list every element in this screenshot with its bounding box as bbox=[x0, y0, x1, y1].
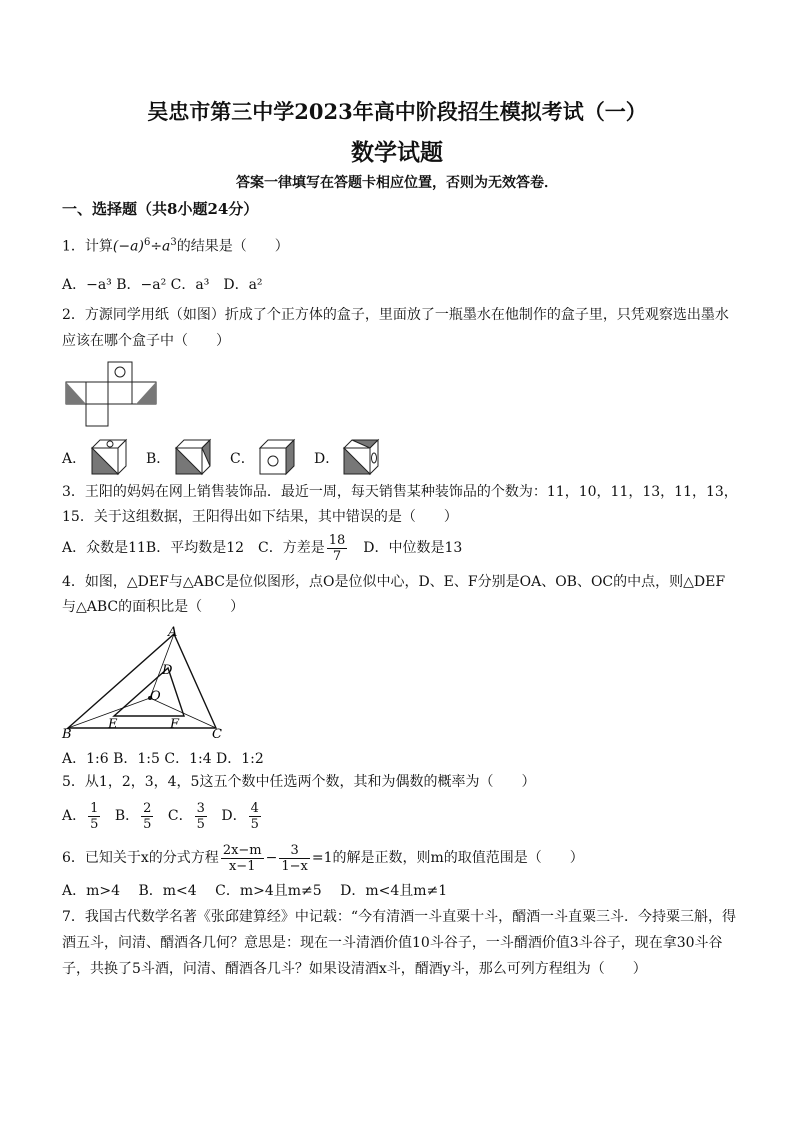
q6-prefix: 6．已知关于x的分式方程 bbox=[62, 850, 219, 866]
label-o: O bbox=[150, 689, 161, 704]
q6-f2-denominator: 1−x bbox=[281, 858, 308, 874]
net-bottom-face bbox=[86, 404, 108, 426]
q3-frac-numerator: 18 bbox=[328, 532, 346, 548]
q6-options: A．m>4 B．m<4 C．m>4且m≠5 D．m<4且m≠1 bbox=[62, 883, 448, 899]
net-left-shade bbox=[66, 382, 86, 404]
similar-triangles-figure bbox=[60, 624, 230, 742]
q7-line1: 7．我国古代数学名著《张邱建算经》中记载：“今有清酒一斗直粟十斗，醑酒一斗直粟三斗．今持粟三斛，得 bbox=[62, 909, 737, 925]
exam-title: 吴忠市第三中学2023年高中阶段招生模拟考试（一） bbox=[147, 99, 647, 124]
section-heading: 一、选择题（共8小题24分） bbox=[62, 200, 259, 218]
cube-net-figure bbox=[64, 360, 160, 428]
q2-option-d-label: D． bbox=[314, 451, 340, 467]
q7-line2: 酒五斗，问清、醑酒各几何？意思是：现在一斗清酒价值10斗谷子，一斗醑酒价值3斗谷子，现在拿30斗谷 bbox=[62, 935, 723, 951]
net-top-face bbox=[108, 362, 132, 382]
label-d: D bbox=[162, 663, 173, 678]
q2-line2: 应该在哪个盒子中（ ） bbox=[62, 333, 230, 349]
q3-option-d: D．中位数是13 bbox=[349, 540, 463, 556]
q6-suffix: =1的解是正数，则m的取值范围是（ ） bbox=[311, 850, 584, 866]
q3-options bbox=[62, 528, 462, 568]
net-right-shade bbox=[136, 382, 156, 404]
cube-option-c bbox=[256, 436, 298, 476]
label-c: C bbox=[212, 727, 222, 742]
q5-option-b-fraction bbox=[141, 801, 153, 832]
q5-options bbox=[62, 796, 263, 836]
q5-a-denominator: 5 bbox=[90, 816, 99, 832]
q5-option-d-fraction bbox=[249, 801, 261, 832]
q5-c-numerator: 3 bbox=[196, 800, 205, 816]
q6-fraction-1 bbox=[221, 843, 264, 874]
q3-variance-fraction bbox=[327, 533, 348, 564]
q4-line1: 4．如图，△DEF与△ABC是位似图形，点O是位似中心，D、E、F分别是OA、OB、OC的中点，则△DEF bbox=[62, 574, 726, 590]
q5-option-c-fraction bbox=[195, 801, 207, 832]
q5-a-numerator: 1 bbox=[90, 800, 99, 816]
q5-b-denominator: 5 bbox=[143, 816, 152, 832]
q1-suffix: 的结果是（ ） bbox=[176, 238, 289, 255]
q3-options-ab: A．众数是11B．平均数是12 C．方差是 bbox=[62, 540, 325, 556]
q3-line2: 15．关于这组数据，王阳得出如下结果，其中错误的是（ ） bbox=[62, 509, 458, 525]
question-6 bbox=[62, 838, 584, 878]
q6-minus: − bbox=[265, 850, 278, 866]
label-b: B bbox=[62, 727, 72, 742]
q2-option-a-label: A． bbox=[62, 451, 87, 467]
q5-c-denominator: 5 bbox=[196, 816, 205, 832]
q1-base: (−a) bbox=[112, 238, 144, 255]
q5-option-a-fraction bbox=[88, 801, 100, 832]
cube-option-d bbox=[340, 436, 382, 476]
q2-option-b-label: B． bbox=[146, 451, 171, 467]
q3-frac-denominator: 7 bbox=[332, 548, 342, 564]
q5-line1: 5．从1，2，3，4，5这五个数中任选两个数，其和为偶数的概率为（ ） bbox=[62, 774, 536, 790]
q3-line1: 3．王阳的妈妈在网上销售装饰品．最近一周，每天销售某种装饰品的个数为：11，10，11，13，11，13， bbox=[62, 484, 738, 500]
q5-option-b-label: B． bbox=[114, 808, 140, 824]
q5-d-denominator: 5 bbox=[250, 816, 259, 832]
q1-exp6: 6 bbox=[143, 237, 151, 248]
q5-d-numerator: 4 bbox=[250, 800, 259, 816]
net-circle-mark bbox=[115, 367, 125, 377]
q6-f1-numerator: 2x−m bbox=[222, 842, 262, 858]
q6-fraction-2 bbox=[279, 843, 310, 874]
cube-option-b bbox=[172, 436, 214, 476]
question-1 bbox=[62, 230, 289, 260]
q7-line3: 子，共换了5斗酒，问清、醑酒各几斗？如果设清酒x斗，醑酒y斗，那么可列方程组为（ ） bbox=[62, 961, 647, 977]
exam-subtitle: 数学试题 bbox=[351, 139, 443, 166]
q6-f1-denominator: x−1 bbox=[228, 858, 256, 874]
q5-option-c-label: C． bbox=[167, 808, 193, 824]
q1-options: A．−a³ B．−a² C．a³ D．a² bbox=[62, 277, 263, 293]
q4-line2: 与△ABC的面积比是（ ） bbox=[62, 599, 245, 615]
exam-note: 答案一律填写在答题卡相应位置，否则为无效答卷． bbox=[236, 175, 558, 191]
q2-option-c-label: C． bbox=[230, 451, 255, 467]
q1-a: a bbox=[162, 238, 171, 255]
q5-option-a-label: A． bbox=[62, 808, 87, 824]
q1-exp3: 3 bbox=[170, 237, 177, 248]
label-e: E bbox=[108, 717, 118, 732]
label-f: F bbox=[170, 717, 180, 732]
q5-b-numerator: 2 bbox=[143, 800, 152, 816]
q2-line1: 2．方源同学用纸（如图）折成了个正方体的盒子，里面放了一瓶墨水在他制作的盒子里，只凭观察选出墨水 bbox=[62, 307, 729, 323]
q5-option-d-label: D． bbox=[221, 808, 247, 824]
label-a: A bbox=[168, 625, 178, 640]
q1-prefix: 1．计算 bbox=[62, 238, 113, 255]
q4-options: A．1:6 B．1:5 C．1:4 D．1:2 bbox=[62, 751, 264, 767]
cube-option-a bbox=[88, 436, 130, 476]
q6-f2-numerator: 3 bbox=[279, 843, 310, 859]
q1-div: ÷ bbox=[150, 238, 163, 255]
triangle-abc bbox=[68, 634, 216, 728]
